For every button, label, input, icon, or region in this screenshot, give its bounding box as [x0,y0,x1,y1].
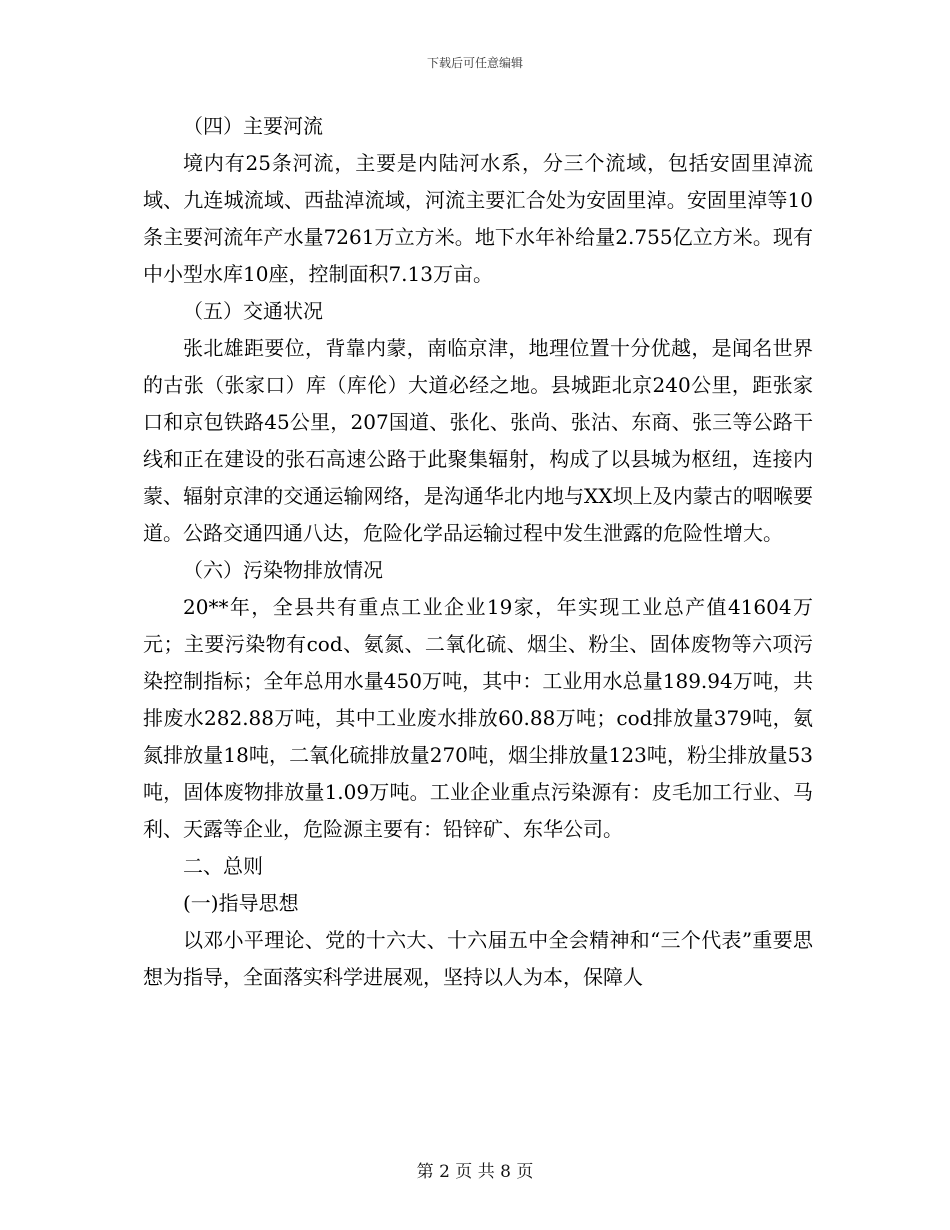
section-heading-guidance: (一)指导思想 [183,891,299,915]
paragraph-traffic: 张北雄距要位，背靠内蒙，南临京津，地理位置十分优越，是闻名世界的古张（张家口）库（库伦）大道必经之地。县城距北京240公里，距张家口和京包铁路45公里，207国道、张化、张尚、张沽、东商、张三等公路干线和正在建设的张石高速公路于此聚集辐射，构成了以县城为枢纽，连接内蒙、辐射京津的交通运输网络，是沟通华北内地与XX坝上及内蒙古的咽喉要道。公路交通四通八达，危险化学品运输过程中发生泄露的危险性增大。 [143,336,813,545]
section-heading-traffic: （五）交通状况 [183,299,323,323]
document-body [143,108,813,996]
page-header: 下载后可任意编辑 [426,56,523,70]
paragraph-rivers: 境内有25条河流，主要是内陆河水系，分三个流域，包括安固里淖流域、九连城流域、西盐淖流域，河流主要汇合处为安固里淖。安固里淖等10条主要河流年产水量7261万立方米。地下水年补给量2.755亿立方米。现有中小型水库10座，控制面积7.13万亩。 [143,151,813,286]
page-footer: 第 2 页 共 8 页 [416,1162,534,1182]
paragraph-pollution: 20**年，全县共有重点工业企业19家，年实现工业总产值41604万元；主要污染物有cod、氨氮、二氧化硫、烟尘、粉尘、固体废物等六项污染控制指标；全年总用水量450万吨，其中：工业用水总量189.94万吨，共排废水282.88万吨，其中工业废水排放60.88万吨；cod排放量379吨，氨氮排放量18吨，二氧化硫排放量270吨，烟尘排放量123吨，粉尘排放量53吨，固体废物排放量1.09万吨。工业企业重点污染源有：皮毛加工行业、马利、天露等企业，危险源主要有：铅锌矿、东华公司。 [143,595,813,841]
section-heading-rivers: （四）主要河流 [183,114,323,138]
paragraph-guidance: 以邓小平理论、党的十六大、十六届五中全会精神和“三个代表”重要思想为指导，全面落实科学进展观，坚持以人为本，保障人 [143,928,813,989]
section-heading-pollution: （六）污染物排放情况 [183,558,383,582]
section-heading-general: 二、总则 [183,854,263,878]
